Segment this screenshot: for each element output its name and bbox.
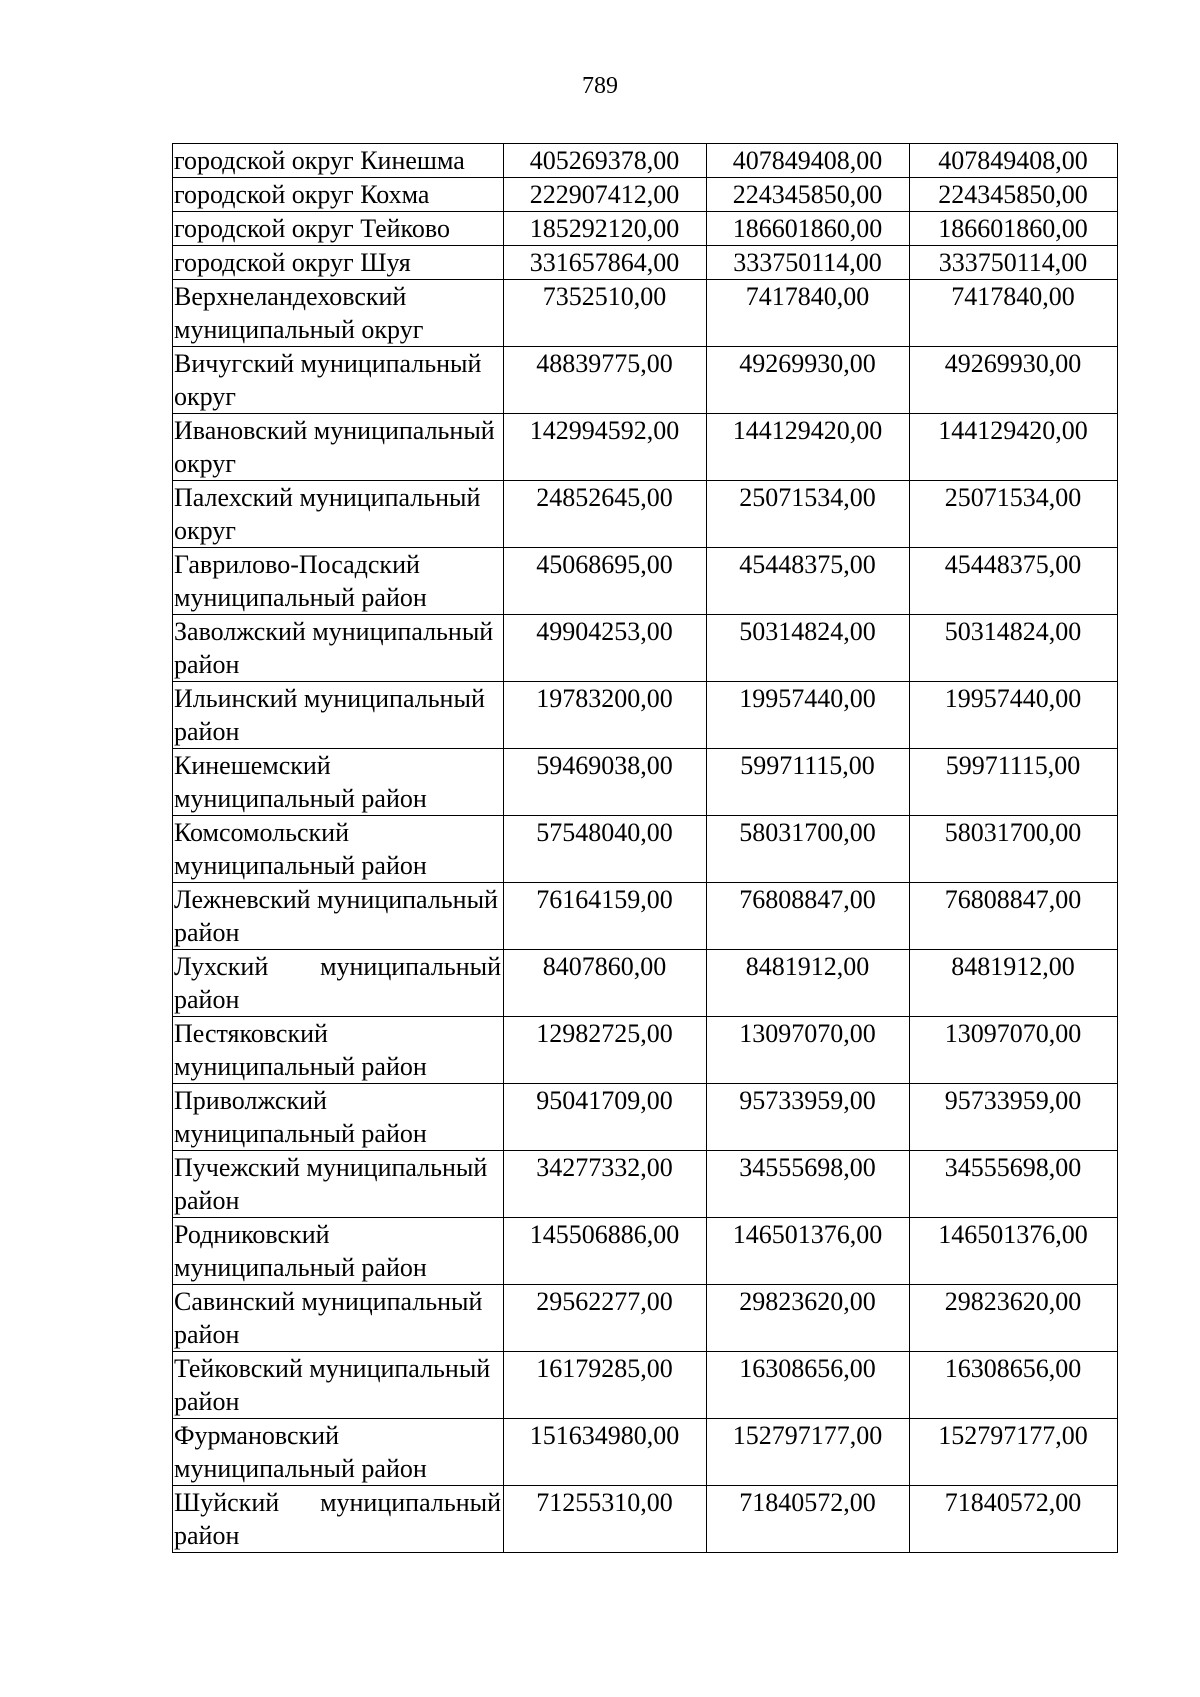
value-col-3: 95733959,00 — [910, 1084, 1118, 1151]
value-col-3: 146501376,00 — [910, 1218, 1118, 1285]
municipality-name: Пестяковский муниципальный район — [173, 1017, 504, 1084]
table-row — [173, 615, 1118, 682]
municipality-name: Фурмановский муниципальный район — [173, 1419, 504, 1486]
value-col-1: 76164159,00 — [504, 883, 707, 950]
table-row — [173, 212, 1118, 246]
table-row — [173, 1151, 1118, 1218]
value-col-1: 29562277,00 — [504, 1285, 707, 1352]
value-col-1: 57548040,00 — [504, 816, 707, 883]
value-col-1: 24852645,00 — [504, 481, 707, 548]
municipality-name: Пучежский муниципальный район — [173, 1151, 504, 1218]
municipality-name: Гаврилово-Посадский муниципальный район — [173, 548, 504, 615]
value-col-1: 222907412,00 — [504, 178, 707, 212]
municipality-name: городской округ Тейково — [173, 212, 504, 246]
table-row — [173, 1352, 1118, 1419]
municipality-name: Тейковский муниципальный район — [173, 1352, 504, 1419]
value-col-2: 13097070,00 — [707, 1017, 910, 1084]
value-col-2: 71840572,00 — [707, 1486, 910, 1553]
table-row — [173, 280, 1118, 347]
value-col-3: 49269930,00 — [910, 347, 1118, 414]
municipality-name: Палехский муниципальный округ — [173, 481, 504, 548]
value-col-3: 50314824,00 — [910, 615, 1118, 682]
value-col-2: 50314824,00 — [707, 615, 910, 682]
value-col-3: 144129420,00 — [910, 414, 1118, 481]
value-col-3: 16308656,00 — [910, 1352, 1118, 1419]
value-col-2: 16308656,00 — [707, 1352, 910, 1419]
table-row — [173, 1285, 1118, 1352]
value-col-1: 145506886,00 — [504, 1218, 707, 1285]
value-col-1: 8407860,00 — [504, 950, 707, 1017]
value-col-3: 29823620,00 — [910, 1285, 1118, 1352]
municipality-name: городской округ Шуя — [173, 246, 504, 280]
value-col-3: 186601860,00 — [910, 212, 1118, 246]
value-col-1: 34277332,00 — [504, 1151, 707, 1218]
table-row — [173, 178, 1118, 212]
table-row — [173, 950, 1118, 1017]
value-col-2: 186601860,00 — [707, 212, 910, 246]
table-row — [173, 246, 1118, 280]
value-col-3: 407849408,00 — [910, 144, 1118, 178]
value-col-3: 13097070,00 — [910, 1017, 1118, 1084]
value-col-1: 405269378,00 — [504, 144, 707, 178]
value-col-2: 95733959,00 — [707, 1084, 910, 1151]
value-col-1: 151634980,00 — [504, 1419, 707, 1486]
value-col-1: 142994592,00 — [504, 414, 707, 481]
value-col-2: 34555698,00 — [707, 1151, 910, 1218]
value-col-2: 19957440,00 — [707, 682, 910, 749]
value-col-3: 152797177,00 — [910, 1419, 1118, 1486]
value-col-2: 224345850,00 — [707, 178, 910, 212]
value-col-1: 19783200,00 — [504, 682, 707, 749]
value-col-1: 95041709,00 — [504, 1084, 707, 1151]
budget-table-body — [173, 144, 1118, 1553]
value-col-2: 29823620,00 — [707, 1285, 910, 1352]
table-row — [173, 414, 1118, 481]
municipality-name: Родниковский муниципальный район — [173, 1218, 504, 1285]
table-row — [173, 1486, 1118, 1553]
value-col-2: 7417840,00 — [707, 280, 910, 347]
table-row — [173, 144, 1118, 178]
value-col-2: 8481912,00 — [707, 950, 910, 1017]
value-col-1: 7352510,00 — [504, 280, 707, 347]
value-col-3: 8481912,00 — [910, 950, 1118, 1017]
value-col-2: 49269930,00 — [707, 347, 910, 414]
value-col-1: 71255310,00 — [504, 1486, 707, 1553]
value-col-3: 34555698,00 — [910, 1151, 1118, 1218]
value-col-3: 71840572,00 — [910, 1486, 1118, 1553]
table-row — [173, 1419, 1118, 1486]
value-col-3: 25071534,00 — [910, 481, 1118, 548]
table-row — [173, 682, 1118, 749]
value-col-1: 331657864,00 — [504, 246, 707, 280]
value-col-2: 59971115,00 — [707, 749, 910, 816]
value-col-3: 19957440,00 — [910, 682, 1118, 749]
value-col-2: 25071534,00 — [707, 481, 910, 548]
table-row — [173, 816, 1118, 883]
value-col-2: 45448375,00 — [707, 548, 910, 615]
table-row — [173, 1084, 1118, 1151]
municipality-name: Лежневский муниципальный район — [173, 883, 504, 950]
municipality-name: Верхнеландеховский муниципальный округ — [173, 280, 504, 347]
municipality-name: Лухский муниципальный район — [173, 950, 504, 1017]
page-number: 789 — [582, 73, 618, 99]
municipality-name: городской округ Кинешма — [173, 144, 504, 178]
value-col-1: 185292120,00 — [504, 212, 707, 246]
table-row — [173, 1218, 1118, 1285]
municipality-name: Шуйский муниципальный район — [173, 1486, 504, 1553]
table-row — [173, 749, 1118, 816]
value-col-3: 76808847,00 — [910, 883, 1118, 950]
municipality-name: Заволжский муниципальный район — [173, 615, 504, 682]
table-row — [173, 347, 1118, 414]
value-col-1: 59469038,00 — [504, 749, 707, 816]
table-row — [173, 548, 1118, 615]
municipality-name: Ильинский муниципальный район — [173, 682, 504, 749]
value-col-2: 333750114,00 — [707, 246, 910, 280]
table-row — [173, 1017, 1118, 1084]
municipality-name: Кинешемский муниципальный район — [173, 749, 504, 816]
table-row — [173, 481, 1118, 548]
value-col-3: 58031700,00 — [910, 816, 1118, 883]
value-col-1: 48839775,00 — [504, 347, 707, 414]
value-col-1: 49904253,00 — [504, 615, 707, 682]
budget-table — [172, 143, 1118, 1553]
value-col-2: 58031700,00 — [707, 816, 910, 883]
value-col-3: 45448375,00 — [910, 548, 1118, 615]
municipality-name: Комсомольский муниципальный район — [173, 816, 504, 883]
value-col-2: 152797177,00 — [707, 1419, 910, 1486]
table-row — [173, 883, 1118, 950]
value-col-2: 146501376,00 — [707, 1218, 910, 1285]
value-col-1: 16179285,00 — [504, 1352, 707, 1419]
value-col-1: 12982725,00 — [504, 1017, 707, 1084]
value-col-2: 76808847,00 — [707, 883, 910, 950]
municipality-name: Ивановский муниципальный округ — [173, 414, 504, 481]
municipality-name: Вичугский муниципальный округ — [173, 347, 504, 414]
municipality-name: Приволжский муниципальный район — [173, 1084, 504, 1151]
value-col-3: 333750114,00 — [910, 246, 1118, 280]
municipality-name: Савинский муниципальный район — [173, 1285, 504, 1352]
value-col-2: 144129420,00 — [707, 414, 910, 481]
value-col-1: 45068695,00 — [504, 548, 707, 615]
municipality-name: городской округ Кохма — [173, 178, 504, 212]
value-col-3: 7417840,00 — [910, 280, 1118, 347]
value-col-2: 407849408,00 — [707, 144, 910, 178]
value-col-3: 59971115,00 — [910, 749, 1118, 816]
value-col-3: 224345850,00 — [910, 178, 1118, 212]
